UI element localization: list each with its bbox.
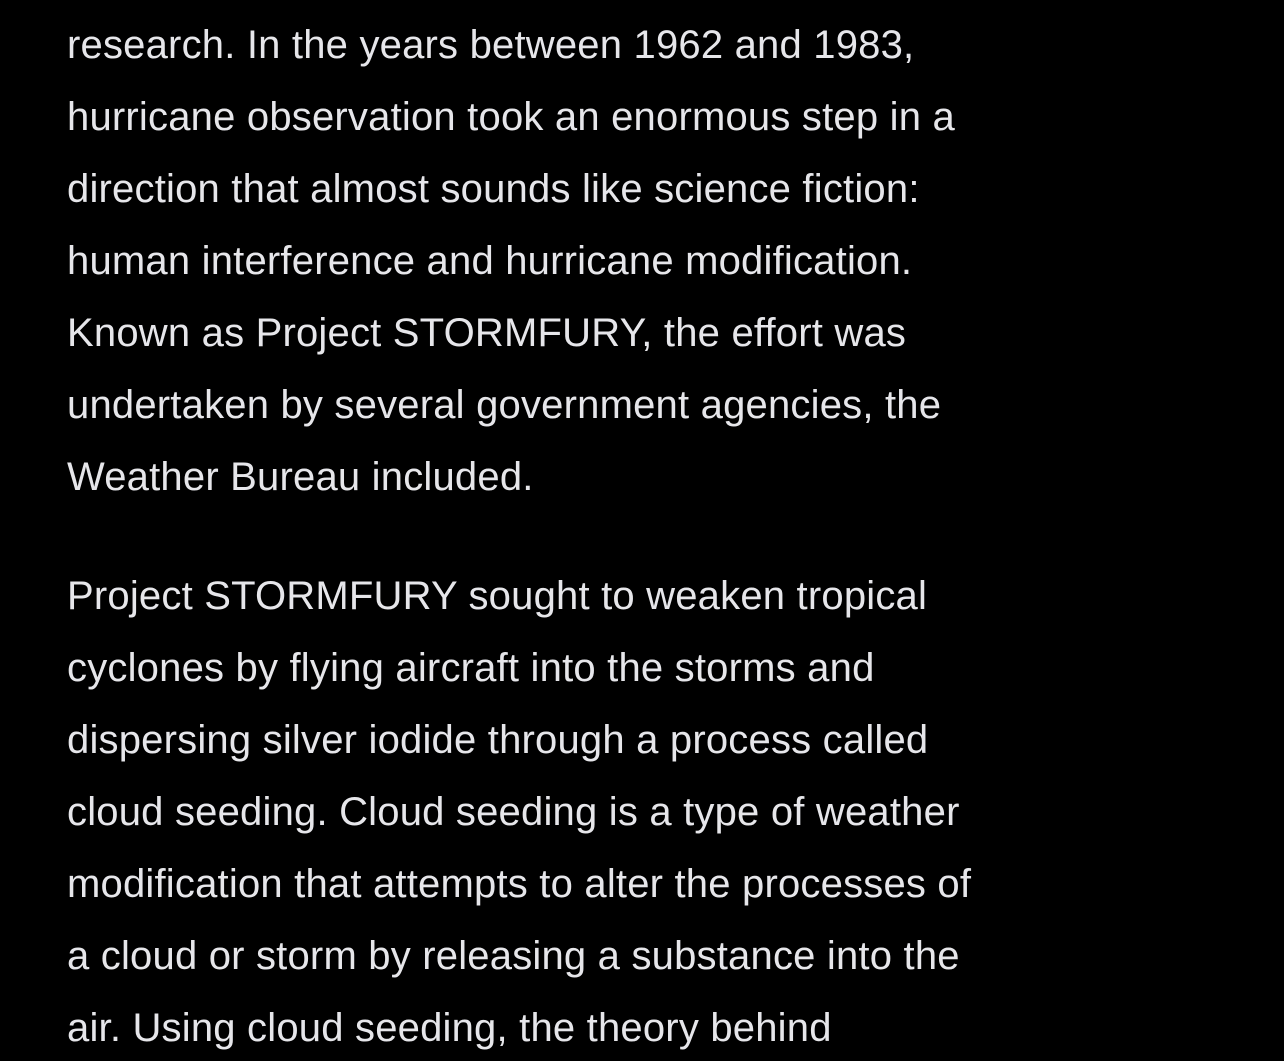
- text-line: Weather Bureau included.: [67, 455, 534, 499]
- text-line: direction that almost sounds like science fiction:: [67, 167, 920, 211]
- text-line: research. In the years between 1962 and 1983,: [67, 23, 915, 67]
- paragraph: [67, 560, 971, 1061]
- text-line: hurricane observation took an enormous step in a: [67, 95, 955, 139]
- text-line: Project STORMFURY sought to weaken tropical: [67, 574, 928, 618]
- paragraph: [67, 9, 955, 513]
- text-line: modification that attempts to alter the processes of: [67, 862, 972, 906]
- text-line: Known as Project STORMFURY, the effort was: [67, 311, 907, 355]
- text-line: air. Using cloud seeding, the theory behind: [67, 1006, 832, 1050]
- text-line: human interference and hurricane modification.: [67, 239, 913, 283]
- text-line: cyclones by flying aircraft into the storms and: [67, 646, 875, 690]
- text-line: undertaken by several government agencies, the: [67, 383, 942, 427]
- text-line: cloud seeding. Cloud seeding is a type of weather: [67, 790, 960, 834]
- text-line: dispersing silver iodide through a process called: [67, 718, 929, 762]
- text-line: a cloud or storm by releasing a substance into the: [67, 934, 960, 978]
